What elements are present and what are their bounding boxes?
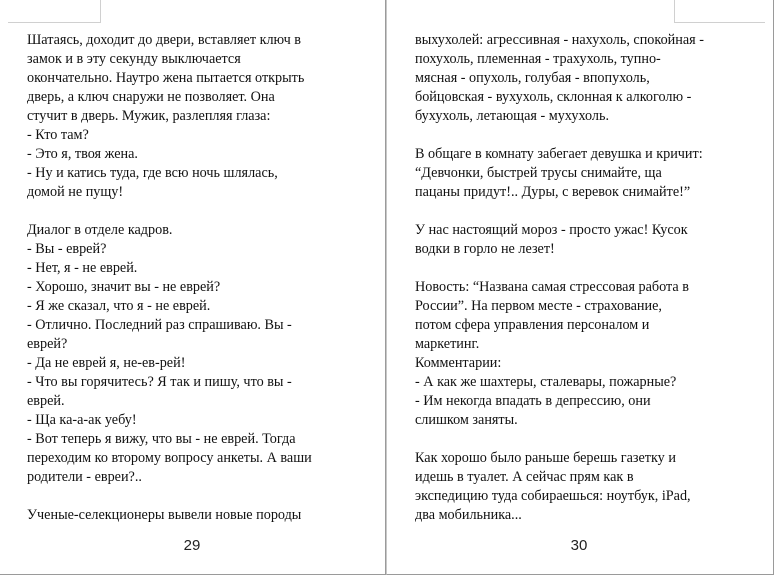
text-line: похухоль, племенная - трахухоль, тупно- <box>415 51 661 67</box>
text-line: - Вы - еврей? <box>27 241 107 257</box>
text-line: бухухоль, летающая - мухухоль. <box>415 108 610 124</box>
paragraph-gap <box>27 202 354 221</box>
left-page <box>0 0 386 575</box>
text-line: дверь, а ключ снаружи не позволяет. Она <box>27 89 275 105</box>
text-line: Шатаясь, доходит до двери, вставляет ключ в <box>27 32 301 48</box>
text-line: стучит в дверь. Мужик, разлепляя глаза: <box>27 108 271 124</box>
left-page-text <box>27 31 354 525</box>
crop-mark <box>674 0 765 23</box>
text-line: идешь в туалет. А сейчас прям как в <box>415 469 634 485</box>
text-line: - Ща ка-а-ак уебу! <box>27 412 137 428</box>
right-page-text <box>415 31 745 525</box>
text-line: - Кто там? <box>27 127 89 143</box>
text-line: замок и в эту секунду выключается <box>27 51 241 67</box>
text-line: родители - евреи?.. <box>27 469 142 485</box>
text-line: В общаге в комнату забегает девушка и кричит: <box>415 146 703 162</box>
text-line: Диалог в отделе кадров. <box>27 222 173 238</box>
text-line: У нас настоящий мороз - просто ужас! Кусок <box>415 222 688 238</box>
text-line: маркетинг. <box>415 336 480 352</box>
paragraph-gap <box>27 487 354 506</box>
text-line: потом сфера управления персоналом и <box>415 317 650 333</box>
text-line: слишком заняты. <box>415 412 518 428</box>
text-line: - Что вы горячитесь? Я так и пишу, что вы - <box>27 374 292 390</box>
text-line: домой не пущу! <box>27 184 124 200</box>
paragraph-gap <box>415 259 745 278</box>
crop-mark <box>8 0 101 23</box>
text-line: - Вот теперь я вижу, что вы - не еврей. Тогда <box>27 431 296 447</box>
right-page <box>386 0 774 575</box>
text-line: пацаны придут!.. Дуры, с веревок снимайте!” <box>415 184 691 200</box>
text-line: еврей? <box>27 336 68 352</box>
paragraph-gap <box>415 430 745 449</box>
text-line: “Девчонки, быстрей трусы снимайте, ща <box>415 165 662 181</box>
paragraph-gap <box>415 126 745 145</box>
text-line: экспедицию туда собираешься: ноутбук, iPad, <box>415 488 691 504</box>
text-line: - Нет, я - не еврей. <box>27 260 138 276</box>
text-line: - Им некогда впадать в депрессию, они <box>415 393 651 409</box>
text-line: Как хорошо было раньше берешь газетку и <box>415 450 676 466</box>
text-line: еврей. <box>27 393 65 409</box>
text-line: Комментарии: <box>415 355 502 371</box>
right-page-number: 30 <box>570 537 588 554</box>
text-line: мясная - опухоль, голубая - впопухоль, <box>415 70 650 86</box>
text-line: - Отлично. Последний раз спрашиваю. Вы - <box>27 317 292 333</box>
text-line: - Это я, твоя жена. <box>27 146 138 162</box>
text-line: России”. На первом месте - страхование, <box>415 298 662 314</box>
text-line: - Хорошо, значит вы - не еврей? <box>27 279 221 295</box>
text-line: переходим ко второму вопросу анкеты. А ваши <box>27 450 312 466</box>
text-line: Ученые-селекционеры вывели новые породы <box>27 507 302 523</box>
text-line: два мобильника... <box>415 507 522 523</box>
text-line: - Я же сказал, что я - не еврей. <box>27 298 211 314</box>
text-line: - А как же шахтеры, сталевары, пожарные? <box>415 374 677 390</box>
text-line: бойцовская - вухухоль, склонная к алкоголю - <box>415 89 692 105</box>
text-line: выхухолей: агрессивная - нахухоль, спокойная - <box>415 32 704 48</box>
text-line: - Да не еврей я, не-ев-рей! <box>27 355 186 371</box>
text-line: окончательно. Наутро жена пытается открыть <box>27 70 305 86</box>
left-page-number: 29 <box>183 537 201 554</box>
text-line: - Ну и катись туда, где всю ночь шлялась, <box>27 165 278 181</box>
paragraph-gap <box>415 202 745 221</box>
text-line: Новость: “Названа самая стрессовая работа в <box>415 279 689 295</box>
text-line: водки в горло не лезет! <box>415 241 555 257</box>
